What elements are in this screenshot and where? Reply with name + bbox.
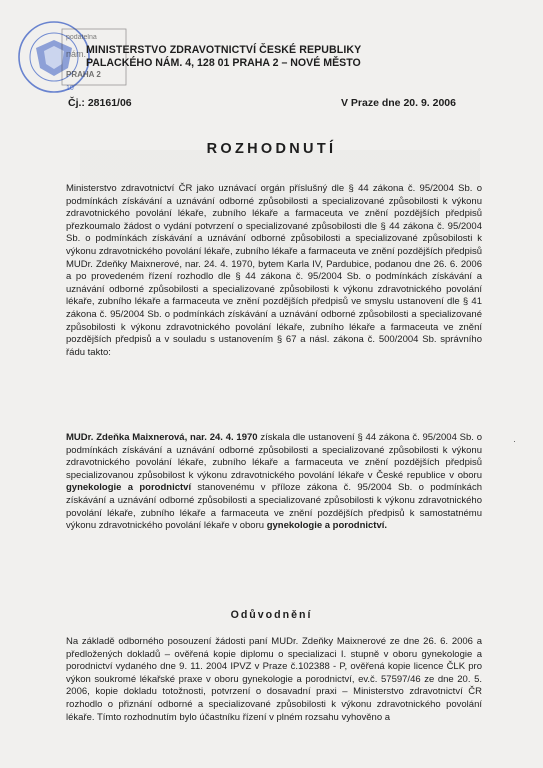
svg-text:10: 10 [66, 85, 74, 92]
specialization-field-repeat: gynekologie a porodnictví. [266, 520, 388, 532]
scan-speck: · [513, 436, 516, 446]
svg-text:PRAHA 2: PRAHA 2 [66, 70, 101, 79]
specialization-field: gynekologie a porodnictví [66, 482, 192, 494]
birth-date: 24. 4. 1970 [209, 432, 258, 443]
person-name: MUDr. Zdeňka Maixnerová [66, 432, 185, 443]
document-date: V Praze dne 20. 9. 2006 [341, 97, 456, 109]
justification-paragraph: Na základě odborného posouzení žádosti paní MUDr. Zdeňky Maixnerové ze dne 26. 6. 2006 a předložených dokladů – ověřená kopie diplomu o specializaci I. stupně v oboru gynekologie a porodnictví vydaného dne 9. 11. 2004 IPVZ v Praze č.102388 - P, ověřená kopie licence ČLK pro výkon soukromé lékařské praxe v oboru gynekologie a porodnictví, ev.č. 57597/46 ze dne 20. 5. 2006, kopie dokladu totožnosti, potvrzení o dosavadní praxi – Ministerstvo zdravotnictví ČR rozhodlo o přiznání odborné a specializované způsobilosti k výkonu zdravotnického povolání lékaře. Tímto rozhodnutím bylo účastníku řízení v plném rozsahu vyhověno a [66, 636, 482, 723]
birth-label: nar. [190, 432, 207, 443]
decision-intro-paragraph: Ministerstvo zdravotnictví ČR jako uznávací orgán příslušný dle § 44 zákona č. 95/2004 Sb. o podmínkách získávání a uznávání odborné způsobilosti a specializované způsobilosti k výkonu zdravotnického povolání lékaře, zubního lékaře a farmaceuta ve znění pozdějších předpisů přezkoumalo žádost o vydání potvrzení o specializované způsobilosti dle § 44 zákona č. 95/2004 Sb. o podmínkách získávání a uznávání odborné způsobilosti a specializované způsobilosti k výkonu zdravotnického povolání lékaře, zubního lékaře a farmaceuta ve znění pozdějších předpisů MUDr. Zdeňky Maixnerové, nar. 24. 4. 1970, bytem Karla IV, Pardubice, podanou dne 26. 6. 2006 a po provedeném řízení rozhodlo dle § 44 zákona č. 95/2004 Sb. o podmínkách získávání a uznávání odborné způsobilosti a specializované způsobilosti k výkonu zdravotnického povolání lékaře, zubního lékaře a farmaceuta ve znění pozdějších předpisů ve smyslu ustanovení dle § 41 zákona č. 95/2004 Sb. o podmínkách získávání a uznávání odborné způsobilosti a specializované způsobilosti k výkonu zdravotnického povolání lékaře, zubního lékaře a farmaceuta ve znění pozdějších předpisů a v souladu s ustanovením § 67 a násl. zákona č. 500/2004 Sb. správního řádu takto: [66, 183, 482, 358]
reference-number: Čj.: 28161/06 [68, 97, 132, 109]
svg-text:nám.: nám. [66, 49, 87, 59]
document-title: ROZHODNUTÍ [206, 141, 337, 157]
decision-text-b: stanovenému v příloze zákona č. 95/2004 Sb. o podmínkách získávání a uznávání odborné způsobilosti a specializované způsobilosti k výkonu zdravotnického povolání lékaře, zubního lékaře a farmaceuta ve znění pozdějších předpisů k samostatnému výkonu zdravotnického povolání lékaře v oboru [66, 482, 482, 532]
justification-heading: Odůvodnění [230, 609, 313, 621]
decision-text-a: získala dle ustanovení § 44 zákona č. 95/2004 Sb. o podmínkách získávání a uznávání odborné způsobilosti a specializované způsobilosti k výkonu zdravotnického povolání lékaře, zubního lékaře a farmaceuta ve znění pozdějších předpisů specializovanou způsobilost k výkonu zdravotnického povolání lékaře v České republice v oboru [66, 432, 482, 481]
decision-paragraph: MUDr. Zdeňka Maixnerová, nar. 24. 4. 1970 získala dle ustanovení § 44 zákona č. 95/2004 Sb. o podmínkách získávání a uznávání odborné způsobilosti a specializované způsobilosti k výkonu zdravotnického povolání lékaře, zubního lékaře a farmaceuta ve znění pozdějších předpisů specializovanou způsobilost k výkonu zdravotnického povolání lékaře v České republice v oboru gynekologie a porodnictví stanovenému v příloze zákona č. 95/2004 Sb. o podmínkách získávání a uznávání odborné způsobilosti a specializované způsobilosti k výkonu zdravotnického povolání lékaře, zubního lékaře a farmaceuta ve znění pozdějších předpisů k samostatnému výkonu zdravotnického povolání lékaře v oboru gynekologie a porodnictví. [66, 432, 482, 532]
ministry-address: PALACKÉHO NÁM. 4, 128 01 PRAHA 2 – NOVÉ MĚSTO [86, 57, 361, 69]
ministry-name: MINISTERSTVO ZDRAVOTNICTVÍ ČESKÉ REPUBLIKY [86, 44, 362, 56]
svg-text:podatelna: podatelna [66, 34, 97, 41]
